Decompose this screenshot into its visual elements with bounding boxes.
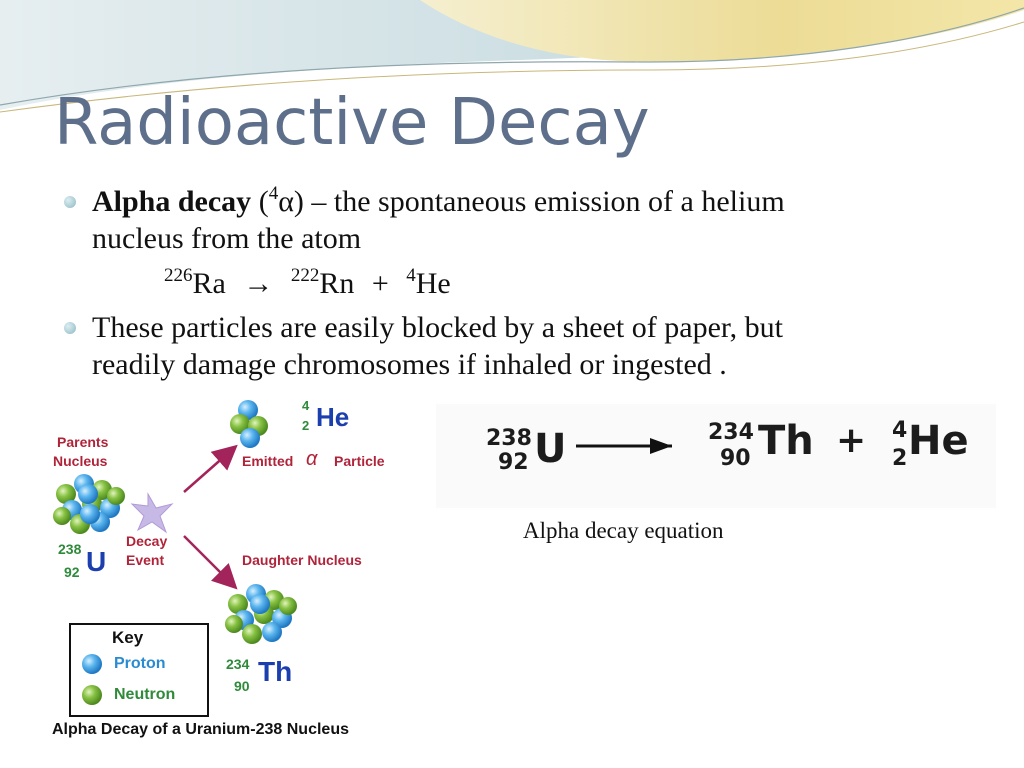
alpha-decay-diagram — [44, 396, 426, 748]
equation-caption: Alpha decay equation — [523, 518, 724, 543]
neutron-key-icon — [82, 685, 102, 705]
he-mass: 4 — [406, 265, 416, 286]
diagram-caption: Alpha Decay of a Uranium-238 Nucleus — [52, 721, 349, 738]
emission-arrow — [184, 448, 234, 492]
daughter-nucleus-icon — [225, 584, 297, 644]
key-neutron-label: Neutron — [114, 686, 176, 703]
he-symbol: He — [908, 418, 969, 464]
slide-title: Radioactive Decay — [54, 86, 650, 160]
bullet-particles-line1: These particles are easily blocked by a sheet of paper, but — [92, 311, 784, 344]
th-atomic-number: 90 — [720, 446, 751, 471]
parent-nucleus-icon — [53, 474, 125, 534]
alpha-symbol: α — [306, 448, 318, 470]
bullet-particles-line2: readily damage chromosomes if inhaled or ingested . — [92, 348, 727, 381]
alpha-decay-equation — [436, 404, 996, 508]
parents-label: Parents — [57, 434, 109, 450]
he-mass-number: 4 — [302, 398, 310, 413]
he-symbol: He — [415, 267, 451, 300]
alpha-mass: 4 — [268, 183, 279, 204]
alpha-definition: ) – the spontaneous emission of a helium — [293, 185, 785, 218]
rn-mass: 222 — [290, 265, 320, 286]
alpha-decay-term: Alpha decay — [92, 185, 252, 218]
parent-symbol: U — [86, 546, 107, 577]
nucleus-label: Nucleus — [53, 453, 108, 469]
decay-event-star-icon — [132, 494, 172, 532]
parent-mass-number: 238 — [58, 541, 82, 557]
he-mass-number: 4 — [892, 418, 908, 443]
key-proton-label: Proton — [114, 655, 166, 672]
th-symbol: Th — [258, 656, 293, 687]
decay-label: Decay — [126, 533, 168, 549]
bullet-alpha-line1 — [92, 184, 785, 220]
he-atomic-number: 2 — [302, 418, 310, 433]
bullet-alpha-line2: nucleus from the atom — [92, 222, 362, 255]
rn-symbol: Rn — [319, 267, 355, 300]
equation-plus: + — [836, 420, 867, 461]
bullet-icon — [64, 196, 76, 208]
u-symbol: U — [534, 426, 567, 472]
daughter-nucleus-label: Daughter Nucleus — [242, 552, 362, 568]
radium-reaction — [164, 266, 451, 302]
daughter-arrow — [184, 536, 234, 586]
bullet-icon — [64, 322, 76, 334]
th-atomic-number: 90 — [234, 678, 250, 694]
alpha-symbol: α — [278, 185, 294, 218]
th-symbol: Th — [758, 418, 814, 464]
paren-open: ( — [251, 185, 269, 218]
alpha-particle-icon — [230, 400, 268, 448]
reaction-arrow: → — [243, 267, 274, 300]
he-atomic-number: 2 — [892, 446, 908, 471]
event-label: Event — [126, 552, 165, 568]
th-mass-number: 234 — [226, 656, 250, 672]
proton-key-icon — [82, 654, 102, 674]
particle-label: Particle — [334, 453, 385, 469]
ra-mass: 226 — [164, 265, 193, 286]
u-atomic-number: 92 — [498, 450, 529, 475]
key-title: Key — [112, 628, 144, 647]
reaction-plus: + — [371, 267, 389, 300]
ra-symbol: Ra — [192, 267, 226, 300]
th-mass-number: 234 — [708, 420, 754, 445]
he-symbol: He — [316, 402, 350, 432]
parent-atomic-number: 92 — [64, 564, 80, 580]
emitted-label: Emitted — [242, 453, 294, 469]
u-mass-number: 238 — [486, 426, 532, 451]
